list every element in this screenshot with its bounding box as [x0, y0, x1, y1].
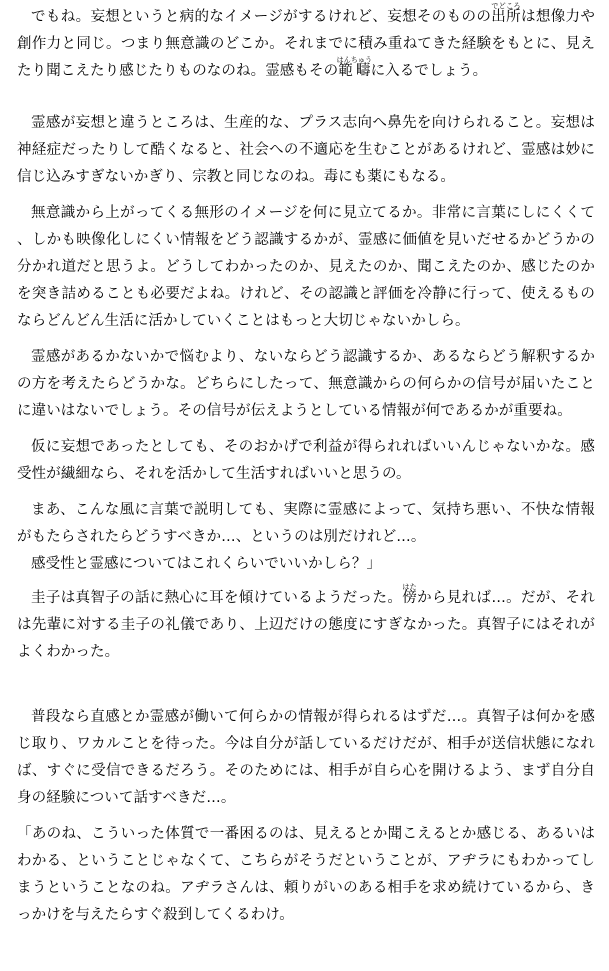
paragraph-10: 「あのね、こういった体質で一番困るのは、見えるとか聞こえるとか感じる、あるいはわかる、ということじゃなくて、こちらがそうだということが、アヂラにもわかってしまうということなのね。アヂラさんは、頼りがいのある相手を求め続けているから、きっかけを与えたらすぐ殺到してくるわけ。	[17, 826, 595, 923]
ruby-hata-reading: はた	[402, 583, 417, 591]
paragraph-4: 霊感があるかないかで悩むより、ないならどう認識するか、あるならどう解釈するかの方を考えたらどうかな。どちらにしたって、無意識からの何らかの信号が届いたことに違いはないでしょう。その信号が伝えようとしている情報が何であるかが重要ね。	[17, 349, 595, 419]
paragraph-1-text-b: は想像力や創作力と同じ。つまり無意識のどこか。それまでに積み重ねてきた経験をもとに、見えたり聞こえたり感じたりものなのね。霊感もその	[17, 9, 596, 79]
ruby-dedokoro-base: 出所	[491, 9, 521, 25]
ruby-hanchuu-base: 範疇	[336, 63, 373, 79]
ruby-hata-base: 傍	[402, 590, 418, 606]
paragraph-2: 霊感が妄想と違うところは、生産的な、プラス志向へ鼻先を向けられること。妄想は神経症だったりして酷くなると、社会への不適応を生むことがあるけれど、霊感は妙に信じ込みすぎないかぎり、宗教と同じなのね。毒にも薬にもなる。	[17, 115, 595, 185]
paragraph-8-text-b: から見れば…。だが、それは先輩に対する圭子の礼儀であり、上辺だけの態度にすぎなかった。真智子にはそれがよくわかった。	[17, 590, 596, 660]
paragraph-6: まあ、こんな風に言葉で説明しても、実際に霊感によって、気持ち悪い、不快な情報がもたらされたらどうすべきか…、というのは別だけれど…。	[17, 502, 595, 545]
ruby-hata	[402, 583, 418, 606]
paragraph-1-text-c: に入るでしょう。	[370, 63, 488, 79]
ruby-hanchuu	[336, 56, 373, 79]
paragraph-8-text-a: 圭子は真智子の話に熱心に耳を傾けているようだった。	[31, 590, 403, 606]
paragraph-9: 普段なら直感とか霊感が働いて何らかの情報が得られるはずだ…。真智子は何かを感じ取り、ワカルことを待った。今は自分が話しているだけだが、相手が送信状態になれば、すぐに受信できるだろう。そのためには、相手が自ら心を開けるよう、まず自分自身の経験について話すべきだ…。	[17, 709, 595, 806]
paragraph-3: 無意識から上がってくる無形のイメージを何に見立てるか。非常に言葉にしにくくて、しかも映像化しにくい情報をどう認識するかが、霊感に価値を見いだせるかどうかの分かれ道だと思うよ。どうしてわかったのか、見えたのか、聞こえたのか、感じたのかを突き詰めることも必要だよね。けれど、その認識と評価を冷静に行って、使えるものならどんどん生活に活かしていくことはもっと大切じゃないかしら。	[17, 205, 595, 329]
ruby-dedokoro-reading: でどころ	[491, 2, 521, 10]
ruby-dedokoro	[491, 2, 521, 25]
paragraph-5: 仮に妄想であったとしても、そのおかげで利益が得られればいいんじゃないかな。感受性が繊細なら、それを活かして生活すればいいと思うの。	[17, 439, 595, 482]
ruby-hanchuu-reading: はんちゅう	[336, 56, 373, 64]
paragraph-1	[17, 2, 595, 85]
paragraph-7: 感受性と霊感についてはこれくらいでいいかしら？」	[31, 556, 382, 572]
paragraph-8	[17, 583, 595, 666]
paragraph-1-text-a: でもね。妄想というと病的なイメージがするけれど、妄想そのものの	[31, 9, 492, 25]
